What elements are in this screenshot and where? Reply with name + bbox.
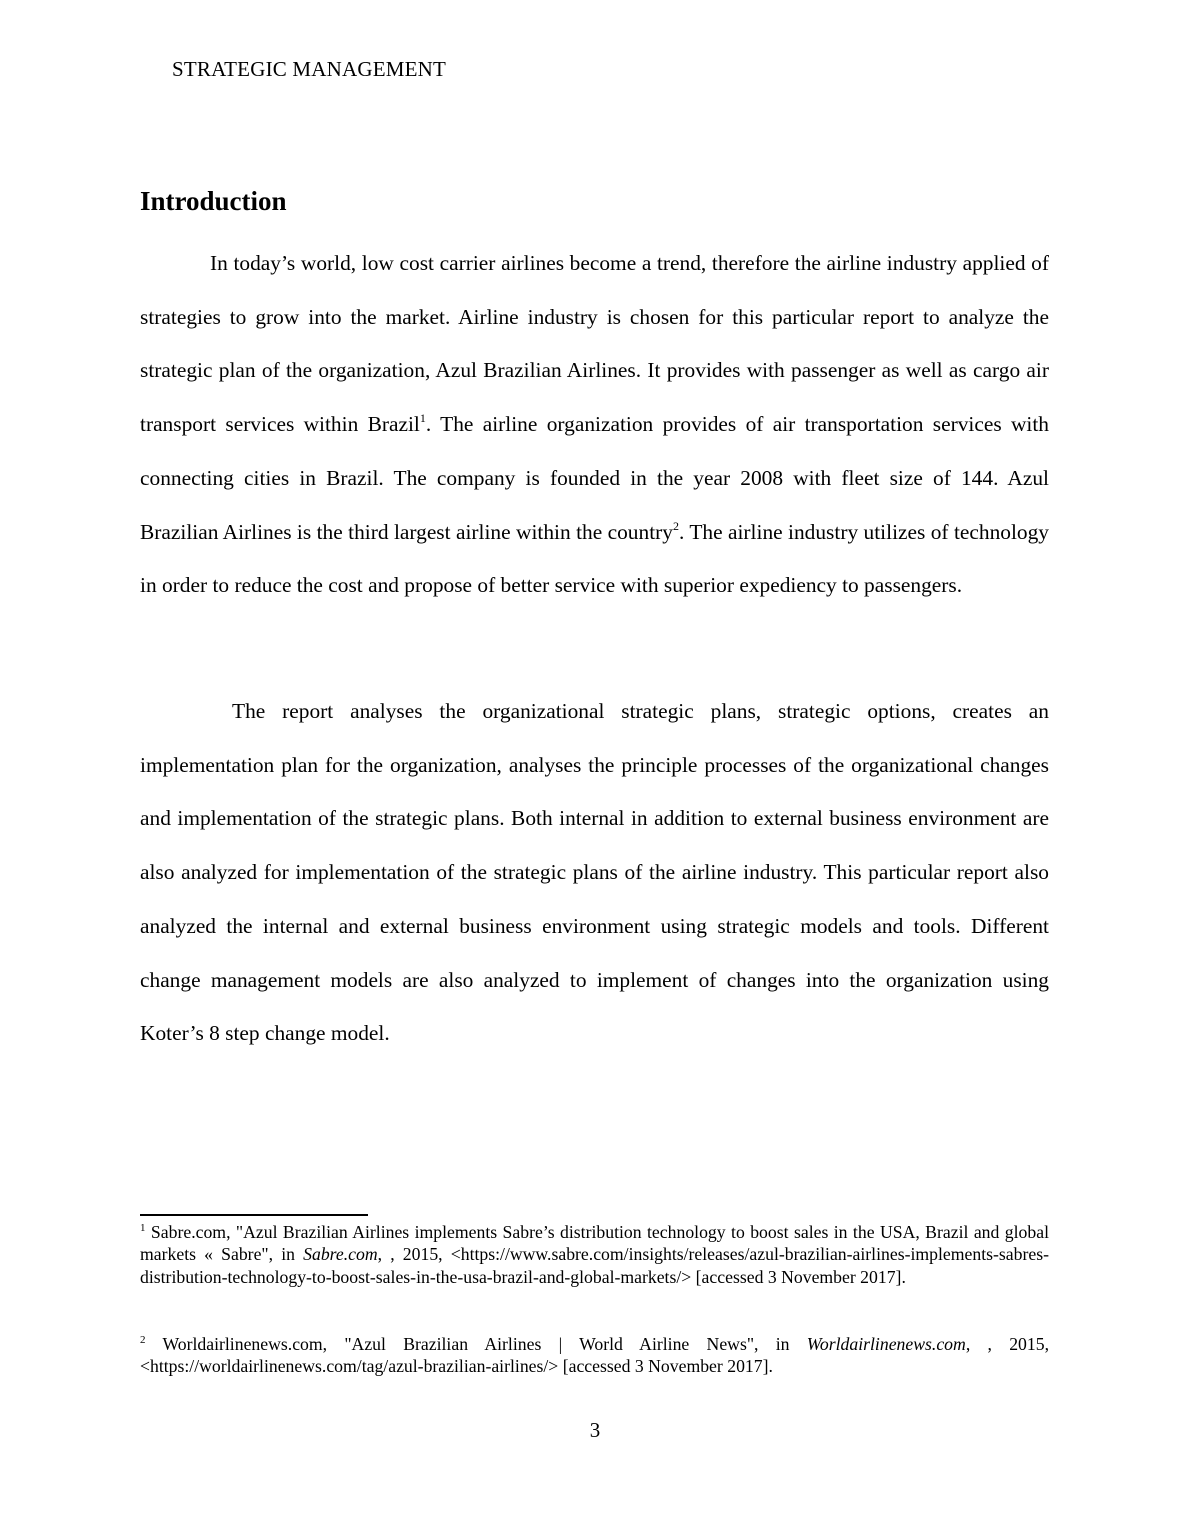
page-number: 3 (589, 1418, 601, 1442)
footnote-reference-2[interactable]: 2 (672, 518, 679, 533)
footnote-separator (140, 1214, 368, 1216)
footnote-mark: 2 (140, 1334, 146, 1346)
section-heading: Introduction (140, 186, 287, 216)
footnote-text: Sabre.com, "Azul Brazilian Airlines implements Sabre’s distribution technology to boost sales in the USA, Brazil and global markets « Sabre", in (140, 1222, 1049, 1265)
paragraph-text: In today’s world, low cost carrier airlines become a trend, therefore the airline industry applied of strategies to grow into the market. Airline industry is chosen for this particular report to analyze the strategic plan of the organization, Azul Brazilian Airlines. It provides with passenger as well as cargo air transport services within Brazil (140, 251, 1049, 437)
paragraph-text: . The airline industry utilizes of technology in order to reduce the cost and propose of better service with superior expediency to passengers. (140, 519, 1049, 598)
footnote-reference-1[interactable]: 1 (419, 411, 426, 426)
footnote-text: , , 2015, <https://worldairlinenews.com/tag/azul-brazilian-airlines/> [accessed 3 November 2017]. (140, 1334, 1050, 1377)
footnote-source-title: Sabre.com (303, 1244, 378, 1265)
footnote-2 (140, 1333, 1049, 1378)
paragraph-text: . The airline organization provides of air transportation services with connecting cities in Brazil. The company is founded in the year 2008 with fleet size of 144. Azul Brazilian Airlines is the third largest airline within the country (140, 412, 1049, 544)
footnote-text: , , 2015, <https://www.sabre.com/insights/releases/azul-brazilian-airlines-implements-sabres-distribution-technology-to-boost-sales-in-the-usa-brazil-and-global-markets/> [accessed 3 November 2017]. (140, 1244, 1049, 1287)
footnote-text: Worldairlinenews.com, "Azul Brazilian Airlines | World Airline News", in (162, 1334, 807, 1354)
footnote-source-title: Worldairlinenews.com (806, 1334, 966, 1354)
intro-paragraph-1 (140, 237, 1049, 613)
intro-paragraph-2: The report analyses the organizational strategic plans, strategic options, creates an implementation plan for the organization, analyses the principle processes of the organizational changes and implementation of the strategic plans. Both internal in addition to external business environment are also analyzed for implementation of the strategic plans of the airline industry. This particular report also analyzed the internal and external business environment using strategic models and tools. Different change management models are also analyzed to implement of changes into the organization using Koter’s 8 step change model. (140, 699, 1049, 1046)
running-header: STRATEGIC MANAGEMENT (172, 57, 447, 81)
footnote-1 (140, 1221, 1049, 1288)
footnote-mark: 1 (140, 1222, 146, 1234)
